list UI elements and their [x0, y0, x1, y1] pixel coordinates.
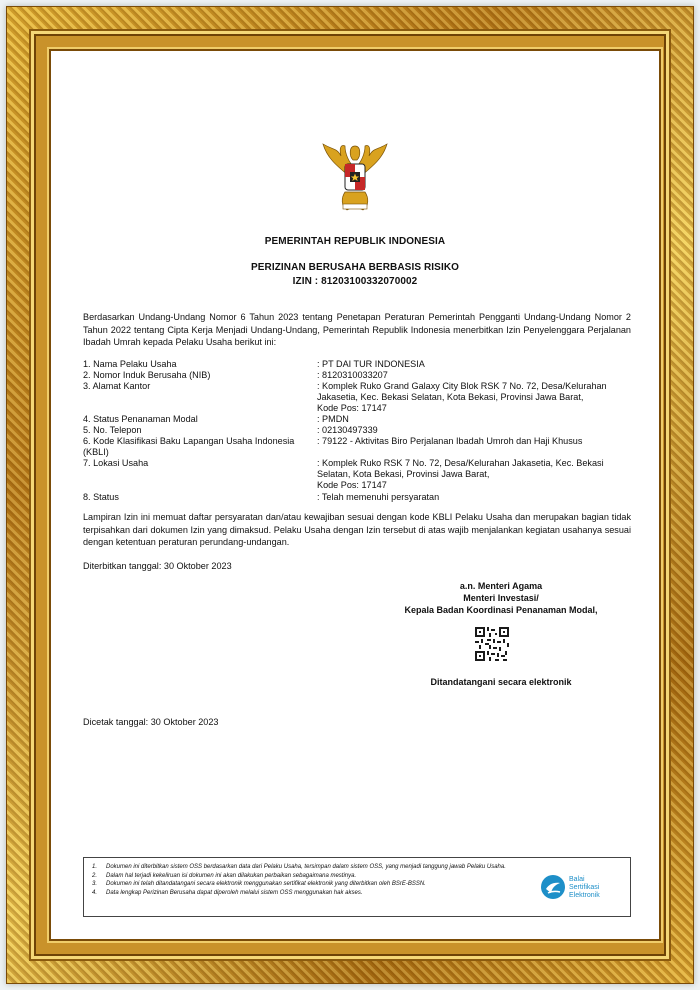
- bsre-logo-line-2: Sertifikasi: [569, 884, 600, 891]
- garuda-emblem-icon: [319, 136, 391, 216]
- field-label: 3. Alamat Kantor: [83, 381, 151, 391]
- field-value: : 79122 - Aktivitas Biro Perjalanan Ibadah Umroh dan Haji Khusus: [317, 436, 583, 446]
- footer-note: 3. Dokumen ini telah ditandatangani secara elektronik menggunakan sertifikat elektronik yang diterbitkan oleh BSrE-BSSN.: [92, 881, 426, 888]
- footer-notes-box: [83, 857, 631, 917]
- signatory-line-2: Menteri Investasi/: [463, 593, 539, 603]
- signatory-line-1: a.n. Menteri Agama: [459, 581, 543, 591]
- signatory-line-3: Kepala Badan Koordinasi Penanaman Modal,: [404, 605, 598, 615]
- field-value: : Komplek Ruko RSK 7 No. 72, Desa/Kelurahan Jakasetia, Kec. Bekasi Selatan, Kota Bekasi, Provinsi Jawa Barat, Kode Pos: 17147: [317, 458, 604, 491]
- permit-number: IZIN : 81203100332070002: [292, 276, 418, 287]
- electronic-signature-label: Ditandatangani secara elektronik: [430, 677, 572, 687]
- field-value: : 8120310033207: [317, 370, 388, 380]
- field-label: 2. Nomor Induk Berusaha (NIB): [83, 370, 211, 380]
- field-label: 7. Lokasi Usaha: [83, 458, 149, 468]
- gold-frame: [6, 6, 694, 984]
- permit-title: PERIZINAN BERUSAHA BERBASIS RISIKO: [250, 262, 460, 273]
- certificate-paper: [51, 51, 659, 939]
- footer-notes-list: [92, 863, 532, 897]
- field-label: 5. No. Telepon: [83, 425, 142, 435]
- field-label: 8. Status: [83, 492, 119, 502]
- appendix-paragraph: Lampiran Izin ini memuat daftar persyaratan dan/atau kewajiban sesuai dengan kode KBLI Pelaku Usaha dan merupakan bagian tidak terpisahkan dari dokumen Izin yang dimaksud. Pelaku Usaha dengan Izin tersebut di atas wajib menjalankan kegiatan usahanya sesuai dengan ketentuan peraturan perundang-undangan.: [83, 512, 631, 548]
- field-value: : PMDN: [317, 414, 349, 424]
- bsre-logo-line-3: Elektronik: [569, 892, 600, 899]
- intro-paragraph: Berdasarkan Undang-Undang Nomor 6 Tahun 2023 tentang Penetapan Peraturan Pemerintah Pengganti Undang-Undang Nomor 2 Tahun 2022 tentang Cipta Kerja Menjadi Undang-Undang, Pemerintah Republik Indonesia menerbitkan Izin Penyelenggara Perjalanan Ibadah Umrah kepada Pelaku Usaha berikut ini:: [83, 312, 631, 348]
- field-label: 4. Status Penanaman Modal: [83, 414, 198, 424]
- field-label: 1. Nama Pelaku Usaha: [83, 359, 177, 369]
- field-value: : PT DAI TUR INDONESIA: [317, 359, 425, 369]
- footer-note: 4. Data lengkap Perizinan Berusaha dapat diperoleh melalui sistem OSS menggunakan hak akses.: [92, 889, 363, 896]
- issued-date: Diterbitkan tanggal: 30 Oktober 2023: [83, 561, 232, 571]
- footer-note: 2. Dalam hal terjadi kekeliruan isi dokumen ini akan dilakukan perbaikan sebagaimana mestinya.: [92, 872, 357, 879]
- field-value: : Telah memenuhi persyaratan: [317, 492, 440, 502]
- qr-code-icon[interactable]: [475, 627, 509, 661]
- field-value: : Komplek Ruko Grand Galaxy City Blok RSK 7 No. 72, Desa/Kelurahan Jakasetia, Kec. Bekasi Selatan, Kota Bekasi, Provinsi Jawa Barat, Kode Pos: 17147: [317, 381, 607, 414]
- field-value: : 02130497339: [317, 425, 378, 435]
- printed-date: Dicetak tanggal: 30 Oktober 2023: [83, 717, 219, 727]
- field-label: 6. Kode Klasifikasi Baku Lapangan Usaha Indonesia (KBLI): [83, 436, 295, 458]
- bsre-logo: [539, 872, 625, 902]
- footer-note: 1. Dokumen ini diterbitkan sistem OSS berdasarkan data dari Pelaku Usaha, tersimpan dalam sistem OSS, yang menjadi tanggung jawab Pelaku Usaha.: [92, 864, 506, 870]
- government-heading: PEMERINTAH REPUBLIK INDONESIA: [264, 236, 446, 247]
- bsre-logo-line-1: Balai: [569, 876, 585, 883]
